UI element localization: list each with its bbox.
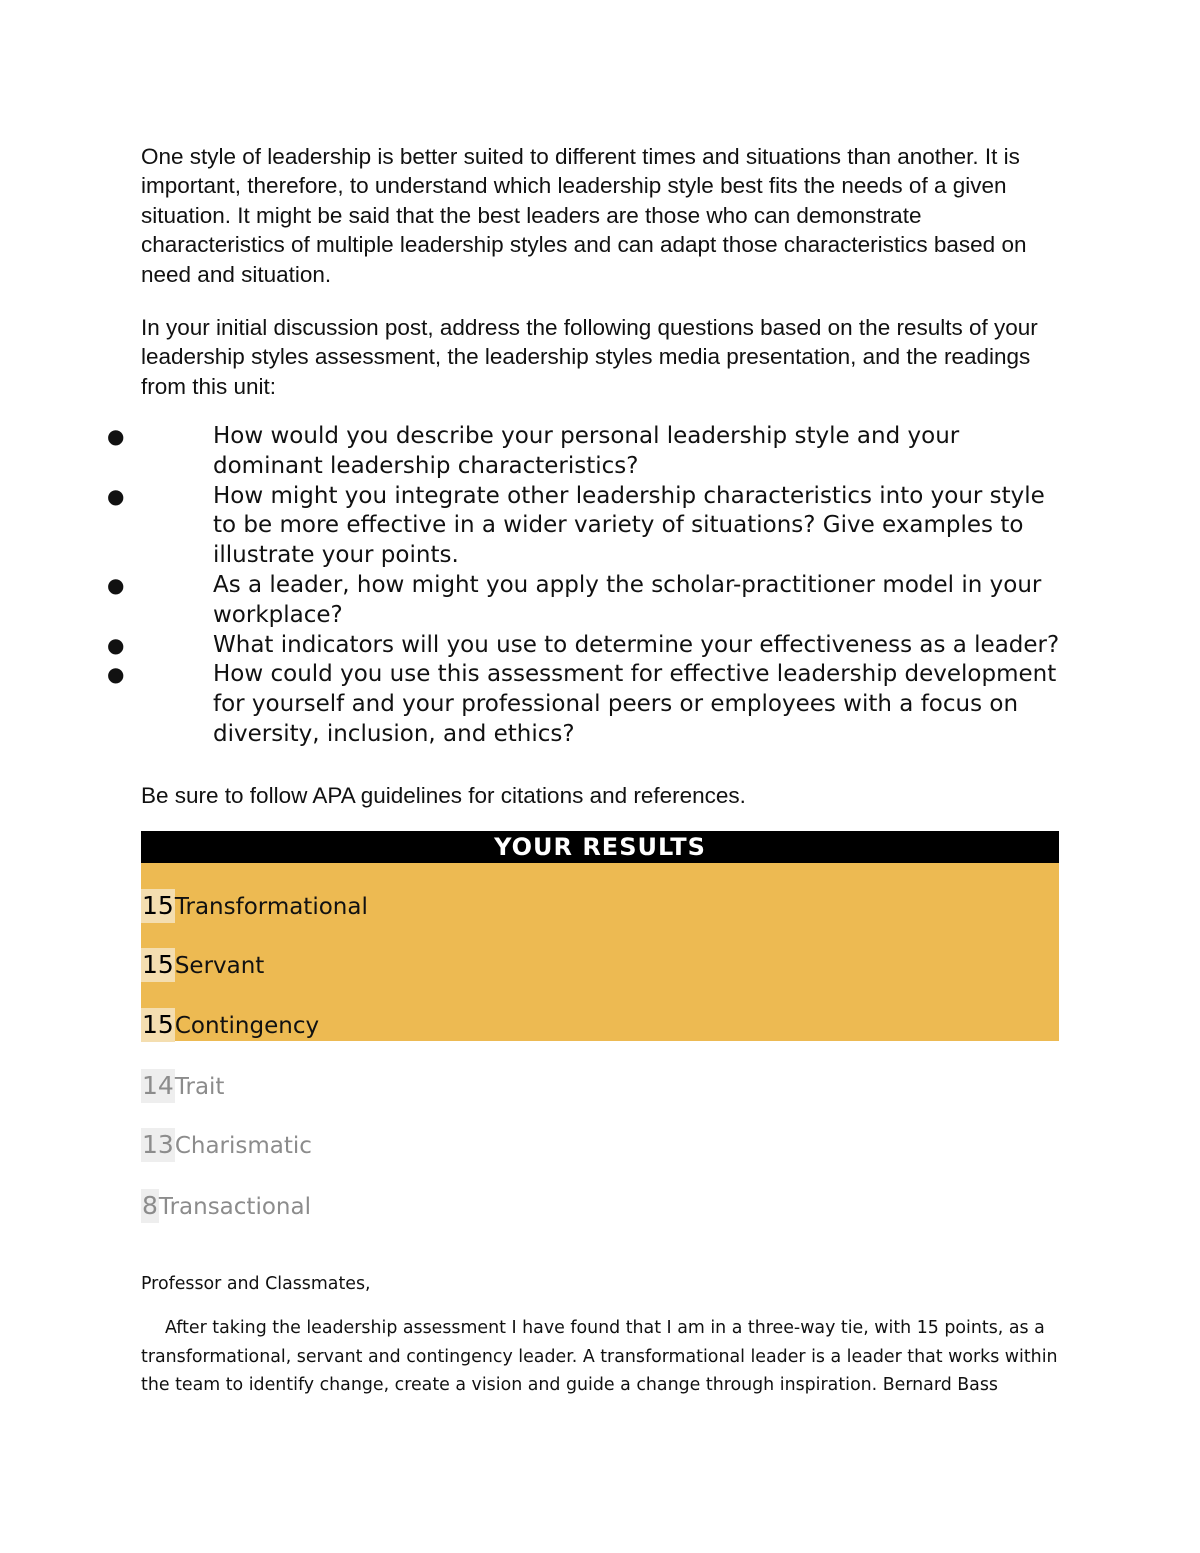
intro-paragraph: One style of leadership is better suited to different times and situations than another. It is important, therefore, to understand which leadership style best fits the needs of a given situation. It might be said that the best leaders are those who can demonstrate characteristics of multiple leadership styles and can adapt those characteristics based on need and situation. — [141, 144, 1027, 287]
result-row — [141, 1189, 311, 1223]
result-row — [141, 1069, 224, 1103]
result-style: Contingency — [174, 1013, 320, 1039]
result-style: Charismatic — [174, 1133, 312, 1159]
result-style: Trait — [174, 1074, 225, 1100]
apa-note: Be sure to follow APA guidelines for citations and references. — [141, 783, 746, 808]
bullet-icon: ● — [107, 483, 125, 508]
result-score: 13 — [141, 1128, 175, 1162]
result-style: Servant — [174, 953, 265, 979]
results-header: YOUR RESULTS — [141, 831, 1059, 863]
result-score: 15 — [141, 889, 175, 923]
list-item — [107, 660, 1061, 749]
result-score: 8 — [141, 1189, 159, 1223]
question-list — [107, 422, 1061, 750]
result-score: 15 — [141, 1008, 175, 1042]
response-greeting: Professor and Classmates, — [141, 1274, 371, 1294]
result-row — [141, 1128, 312, 1162]
instructions-paragraph: In your initial discussion post, address the following questions based on the results of your leadership styles assessment, the leadership styles media presentation, and the readings from this unit: — [141, 315, 1038, 399]
result-row — [141, 1008, 319, 1042]
list-item — [107, 631, 1061, 661]
question-text: How would you describe your personal leadership style and your dominant leadership characteristics? — [213, 423, 960, 479]
result-style: Transactional — [158, 1194, 311, 1220]
question-text: As a leader, how might you apply the scholar-practitioner model in your workplace? — [213, 571, 1042, 628]
bullet-icon: ● — [107, 632, 125, 657]
bullet-icon: ● — [107, 572, 125, 597]
response-body: After taking the leadership assessment I have found that I am in a three-way tie, with 15 points, as a transformational, servant and contingency leader. A transformational leader is a leader that works within the team to identify change, create a vision and guide a change through inspiration. Bernard Bass — [141, 1318, 1058, 1395]
list-item — [107, 571, 1061, 631]
result-row — [141, 889, 368, 923]
result-score: 14 — [141, 1069, 175, 1103]
bullet-icon: ● — [107, 662, 125, 687]
list-item — [107, 482, 1061, 571]
result-score: 15 — [141, 948, 175, 982]
result-style: Transformational — [174, 894, 368, 920]
question-text: How could you use this assessment for effective leadership development for yourself and your professional peers or employees with a focus on diversity, inclusion, and ethics? — [213, 661, 1057, 747]
result-row — [141, 948, 264, 982]
question-text: How might you integrate other leadership characteristics into your style to be more effective in a wider variety of situations? Give examples to illustrate your points. — [213, 482, 1045, 569]
list-item — [107, 422, 1061, 482]
question-text: What indicators will you use to determine your effectiveness as a leader? — [213, 631, 1060, 658]
bullet-icon: ● — [107, 424, 125, 448]
